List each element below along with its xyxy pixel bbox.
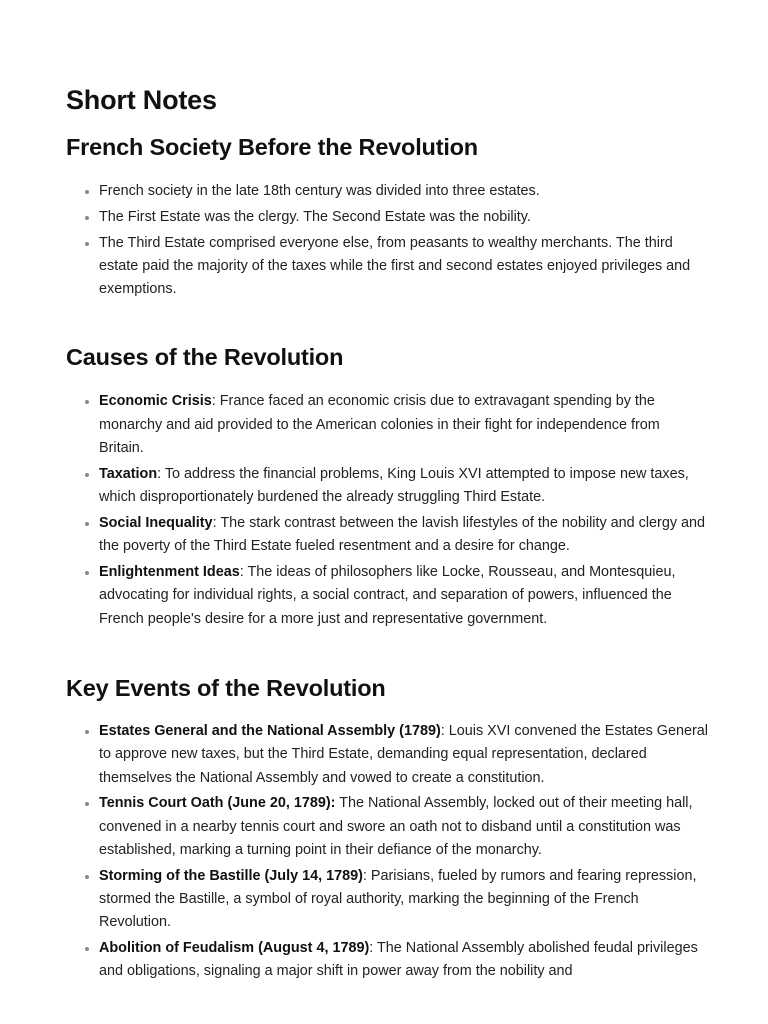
item-term: Social Inequality xyxy=(99,514,213,531)
french-society-list xyxy=(66,180,708,301)
item-text: The National Assembly, locked out of their meeting hall, convened in a nearby tennis court and swore an oath not to disband until a constitution was established, marking a turning point in their defiance of the monarchy. xyxy=(99,795,693,858)
item-text: France faced an economic crisis due to extravagant spending by the monarchy and aid provided to the American colonies in their fight for independence from Britain. xyxy=(99,393,660,457)
item-text: Parisians, fueled by rumors and fearing repression, stormed the Bastille, a symbol of royal authority, marking the beginning of the French Revolution. xyxy=(99,867,697,931)
item-text: The ideas of philosophers like Locke, Rousseau, and Montesquieu, advocating for individual rights, a social contract, and separation of powers, influenced the French people's desire for a more just and representative government. xyxy=(99,564,676,627)
list-item xyxy=(99,865,708,935)
item-separator: : xyxy=(440,722,449,739)
causes-list xyxy=(66,390,708,630)
item-term: Enlightenment Ideas xyxy=(99,564,240,581)
item-text: The National Assembly abolished feudal privileges and obligations, signaling a major shift in power away from the nobility and xyxy=(99,940,698,980)
item-separator: : xyxy=(212,514,221,531)
item-text: The Third Estate comprised everyone else, from peasants to wealthy merchants. The third estate paid the majority of the taxes while the first and second estates enjoyed privileges and exemptions. xyxy=(99,234,691,298)
item-separator: : xyxy=(239,564,248,581)
item-text: The First Estate was the clergy. The Second Estate was the nobility. xyxy=(99,208,531,225)
list-item xyxy=(99,561,708,631)
item-text: To address the financial problems, King Louis XVI attempted to impose new taxes, which disproportionately burdened the already struggling Third Estate. xyxy=(99,465,689,506)
item-term: Estates General and the National Assembly (1789) xyxy=(99,722,441,739)
list-item xyxy=(99,937,708,984)
list-item xyxy=(99,463,708,510)
item-separator: : xyxy=(362,867,371,884)
item-separator: : xyxy=(157,465,165,482)
item-term: Storming of the Bastille (July 14, 1789) xyxy=(99,867,363,884)
section-heading-causes: Causes of the Revolution xyxy=(66,344,344,371)
item-term: Abolition of Feudalism (August 4, 1789) xyxy=(99,940,370,957)
key-events-list xyxy=(66,720,708,984)
item-term: Economic Crisis xyxy=(99,393,212,410)
list-item xyxy=(99,512,708,559)
item-separator: : xyxy=(211,393,220,410)
list-item xyxy=(99,206,708,229)
item-text: Louis XVI convened the Estates General to approve new taxes, but the Third Estate, demanding equal representation, declared themselves the National Assembly and vowed to create a constitution. xyxy=(99,722,708,786)
item-text: The stark contrast between the lavish lifestyles of the nobility and clergy and the poverty of the Third Estate fueled resentment and a desire for change. xyxy=(99,514,706,555)
page-title: Short Notes xyxy=(66,85,217,115)
item-separator: : xyxy=(369,940,377,957)
list-item xyxy=(99,232,708,302)
section-heading-key-events: Key Events of the Revolution xyxy=(66,674,386,701)
list-item xyxy=(99,720,708,790)
item-term: Taxation xyxy=(99,465,158,482)
item-term: Tennis Court Oath (June 20, 1789): xyxy=(99,795,336,812)
section-heading-french-society: French Society Before the Revolution xyxy=(66,134,478,160)
item-text: French society in the late 18th century was divided into three estates. xyxy=(99,183,540,199)
list-item xyxy=(99,390,708,460)
list-item xyxy=(99,792,708,862)
list-item xyxy=(99,180,708,203)
